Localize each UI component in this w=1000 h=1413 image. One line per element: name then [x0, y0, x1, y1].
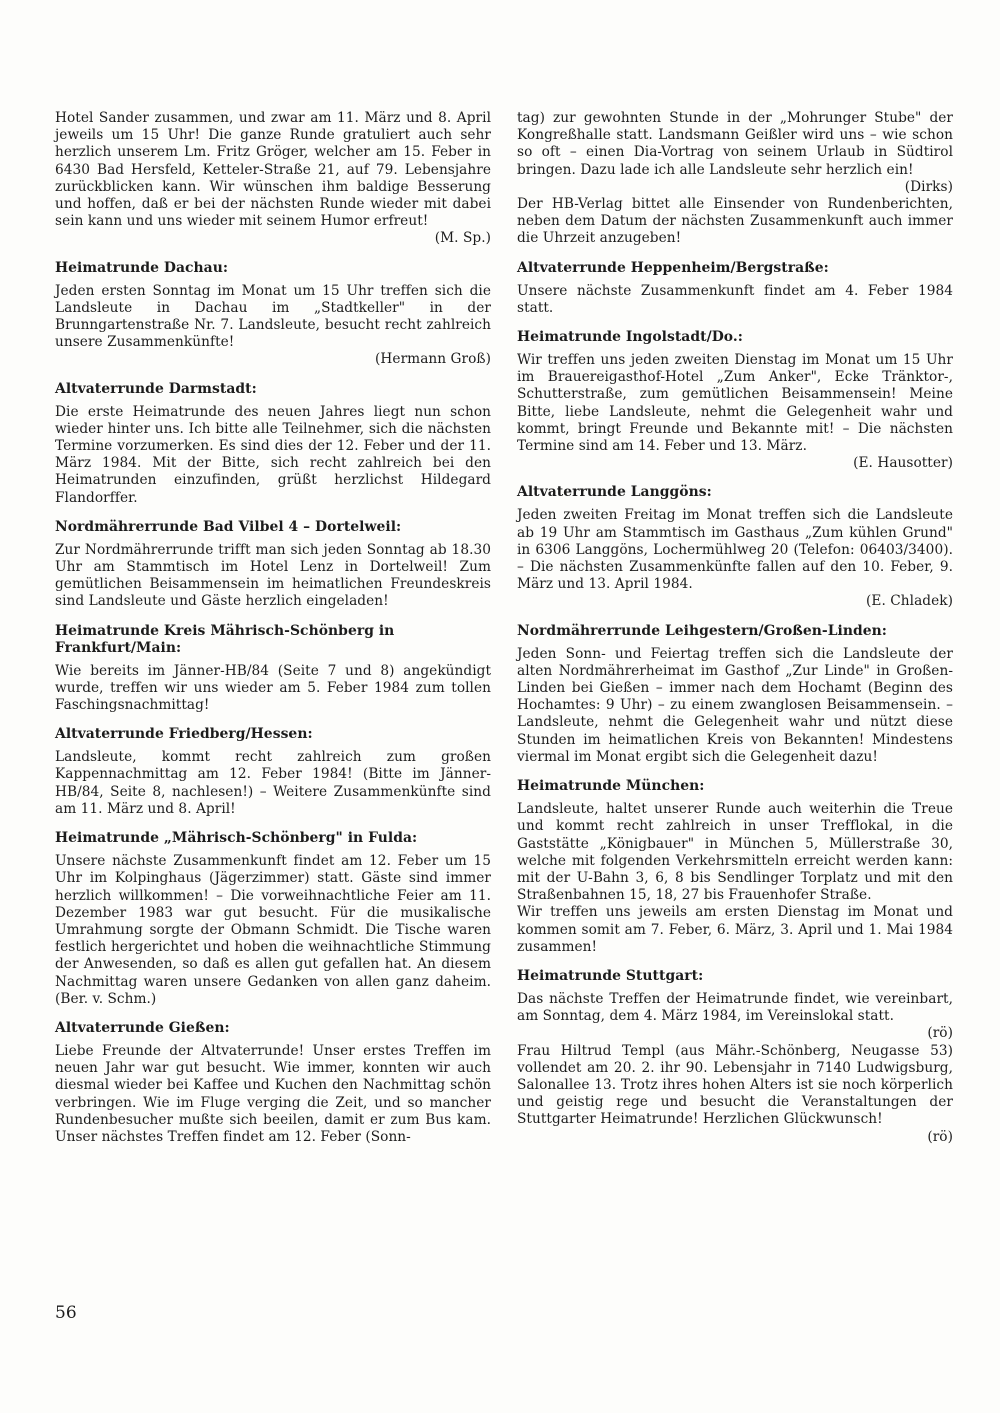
stuttgart-text: Das nächste Treffen der Heimatrunde findet, wie vereinbart, am Sonntag, dem 4. März 1984, im Vereinslokal statt. [517, 990, 953, 1025]
vilbel-title: Nordmährerrunde Bad Vilbel 4 – Dortelweil: [55, 518, 402, 535]
giessen-text: Liebe Freunde der Altvaterrunde! Unser erstes Treffen im neuen Jahr war gut besucht. Wie immer, konnten wir auch diesmal wieder bei Kaffee und Kuchen den Nachmittag schön verbringen. Wie im Fluge verging die Zeit, und so mancher Rundenbesucher mußte sich beeilen, damit er zum Bus kam. Unser nächstes Treffen findet am 12. Feber (Sonn- [55, 1042, 491, 1145]
dachau-text: Jeden ersten Sonntag im Monat um 15 Uhr treffen sich die Landsleute in Dachau im „Stadtkeller" in der Brunngartenstraße Nr. 7. Landsleute, besucht recht zahlreich unsere Zusammenkünfte! [55, 282, 491, 351]
giessen-signature: (Dirks) [904, 178, 953, 195]
section-darmstadt [55, 381, 491, 507]
stuttgart-text2: Frau Hiltrud Templ (aus Mähr.-Schönberg, Neugasse 53) vollendet am 20. 2. ihr 90. Lebensjahr in 7140 Ludwigsburg, Salonallee 13. Trotz ihres hohen Alters ist sie noch körperlich und geistig rege und besucht die Veranstaltungen der Stuttgarter Heimatrunde! Herzlichen Glückwunsch! [517, 1042, 953, 1128]
section-friedberg [55, 726, 491, 818]
intro-text: Hotel Sander zusammen, und zwar am 11. März und 8. April jeweils um 15 Uhr! Die ganze Runde gratuliert auch sehr herzlich unserem Lm. Fritz Gröger, welcher am 15. Feber in 6430 Bad Hersfeld, Ketteler-Straße 21, auf 79. Lebensjahre zurückblicken kann. Wir wünschen ihm baldige Besserung und hoffen, daß er bei der nächsten Runde wieder mit dabei sein kann und uns wieder mit seinem Humor erfreut! [55, 110, 491, 230]
frankfurt-text: Wie bereits im Jänner-HB/84 (Seite 7 und 8) angekündigt wurde, treffen wir uns wieder am 5. Feber 1984 zum tollen Faschingsnachmittag! [55, 662, 491, 714]
publisher-note: Der HB-Verlag bittet alle Einsender von Rundenberichten, neben dem Datum der nächsten Zusammenkunft auch immer die Uhrzeit anzugeben! [517, 196, 953, 247]
intro-signature: (M. Sp.) [434, 230, 491, 247]
langgoens-signature: (E. Chladek) [866, 593, 953, 610]
section-giessen [55, 1020, 491, 1146]
stuttgart-title: Heimatrunde Stuttgart: [517, 967, 704, 984]
langgoens-title: Altvaterrunde Langgöns: [517, 484, 712, 501]
leihgestern-title: Nordmährerrunde Leihgestern/Großen-Linden: [517, 622, 887, 639]
ingolstadt-signature: (E. Hausotter) [853, 455, 953, 472]
ingolstadt-title: Heimatrunde Ingolstadt/Do.: [517, 329, 743, 346]
section-muenchen [517, 778, 953, 956]
section-giessen-cont [517, 110, 953, 248]
frankfurt-title: Heimatrunde Kreis Mährisch-Schönberg in Frankfurt/Main: [55, 622, 395, 656]
section-langgoens [517, 484, 953, 610]
section-leihgestern [517, 623, 953, 766]
fulda-text: Unsere nächste Zusammenkunft findet am 12. Feber um 15 Uhr im Kolpinghaus (Jägerzimmer) statt. Gäste sind immer herzlich willkommen! – Die vorweihnachtliche Feier am 11. Dezember 1983 war gut besucht. Für die musikalische Umrahmung sorgte der Obmann Schmidt. Die Tische waren festlich hergerichtet und hoben die weihnachtliche Stimmung der Anwesenden, so daß es allen gut gefallen hat. An diesem Nachmittag waren unsere Gedanken von allen ganz daheim. (Ber. v. Schm.) [55, 853, 491, 1007]
friedberg-title: Altvaterrunde Friedberg/Hessen: [55, 726, 313, 743]
friedberg-text: Landsleute, kommt recht zahlreich zum großen Kappennachmittag am 12. Feber 1984! (Bitte im Jänner-HB/84, Seite 8, nachlesen!) – Weitere Zusammenkünfte sind am 11. März und 8. April! [55, 749, 491, 817]
ingolstadt-text: Wir treffen uns jeden zweiten Dienstag im Monat um 15 Uhr im Brauereigasthof-Hotel „Zum Anker", Ecke Tränktor-, Schutterstraße, zum gemütlichen Beisammensein! Meine Bitte, liebe Landsleute, nehmt die Gelegenheit wahr und kommt, bringt Freunde und Bekannte mit! – Die nächsten Termine sind am 14. Feber und 13. März. [517, 352, 953, 455]
section-frankfurt [55, 623, 491, 715]
giessen-cont-text: tag) zur gewohnten Stunde in der „Mohrunger Stube" der Kongreßhalle statt. Landsmann Geißler wird uns – wie schon so oft – einen Dia-Vortrag von seinem Urlaub in Südtirol bringen. Dazu lade ich alle Landsleute sehr herzlich ein! [517, 110, 953, 178]
section-vilbel [55, 519, 491, 611]
muenchen-text2: Wir treffen uns jeweils am ersten Dienstag im Monat und kommen somit am 7. Feber, 6. März, 3. April und 1. Mai 1984 zusammen! [517, 904, 953, 955]
heppenheim-title: Altvaterrunde Heppenheim/Bergstraße: [517, 259, 829, 276]
dachau-title: Heimatrunde Dachau: [55, 259, 229, 276]
darmstadt-title: Altvaterrunde Darmstadt: [55, 380, 257, 397]
page-number: 56 [55, 1303, 77, 1323]
muenchen-text: Landsleute, haltet unserer Runde auch weiterhin die Treue und kommt recht zahlreich in unser Trefflokal, in die Gaststätte „Königbauer" in München 5, Müllerstraße 30, welche mit folgenden Verkehrsmitteln erreicht werden kann: mit der U-Bahn 3, 6, 8 bis Sendlinger Torplatz und mit den Straßenbahnen 15, 18, 27 bis Frauenhofer Straße. [517, 801, 953, 904]
heppenheim-text: Unsere nächste Zusammenkunft findet am 4. Feber 1984 statt. [517, 282, 953, 316]
left-column [55, 110, 491, 1158]
right-column [517, 110, 953, 1158]
dachau-signature: (Hermann Groß) [375, 351, 491, 368]
vilbel-text: Zur Nordmährerrunde trifft man sich jeden Sonntag ab 18.30 Uhr am Stammtisch im Hotel Lenz in Dortelweil! Zum gemütlichen Beisammensein im heimatlichen Freundeskreis sind Landsleute und Gäste herzlich eingeladen! [55, 541, 491, 610]
section-heppenheim [517, 260, 953, 317]
muenchen-title: Heimatrunde München: [517, 778, 705, 795]
section-intro [55, 110, 491, 248]
stuttgart-signature: (rö) [927, 1025, 953, 1042]
darmstadt-text: Die erste Heimatrunde des neuen Jahres liegt nun schon wieder hinter uns. Ich bitte alle Teilnehmer, sich die nächsten Termine vorzumerken. Es sind dies der 12. Feber und der 11. März 1984. Mit der Bitte, sich recht zahlreich bei den Heimatrunden einzufinden, grüßt herzlichst Hildegard Flandorffer. [55, 403, 491, 506]
leihgestern-text: Jeden Sonn- und Feiertag treffen sich die Landsleute der alten Nordmährerheimat im Gasthof „Zur Linde" in Großen-Linden bei Gießen – immer nach dem Hochamt (Beginn des Hochamtes: 9 Uhr) – zu einem zwanglosen Beisammensein. – Landsleute, nehmt die Gelegenheit wahr und nützt diese Stunden im heimatlichen Kreis von Bekannten! Mindestens viermal im Monat ergibt sich die Gelegenheit dazu! [517, 645, 953, 765]
langgoens-text: Jeden zweiten Freitag im Monat treffen sich die Landsleute ab 19 Uhr am Stammtisch im Gasthaus „Zum kühlen Grund" in 6306 Langgöns, Lochermühlweg 20 (Telefon: 06403/3400). – Die nächsten Zusammenkünfte fallen auf den 10. Feber, 9. März und 13. April 1984. [517, 507, 953, 593]
section-fulda [55, 830, 491, 1008]
section-ingolstadt [517, 329, 953, 472]
section-stuttgart [517, 968, 953, 1146]
stuttgart-signature2: (rö) [927, 1128, 953, 1145]
fulda-title: Heimatrunde „Mährisch-Schönberg" in Fulda: [55, 830, 418, 847]
giessen-title: Altvaterrunde Gießen: [55, 1019, 230, 1036]
section-dachau [55, 260, 491, 369]
